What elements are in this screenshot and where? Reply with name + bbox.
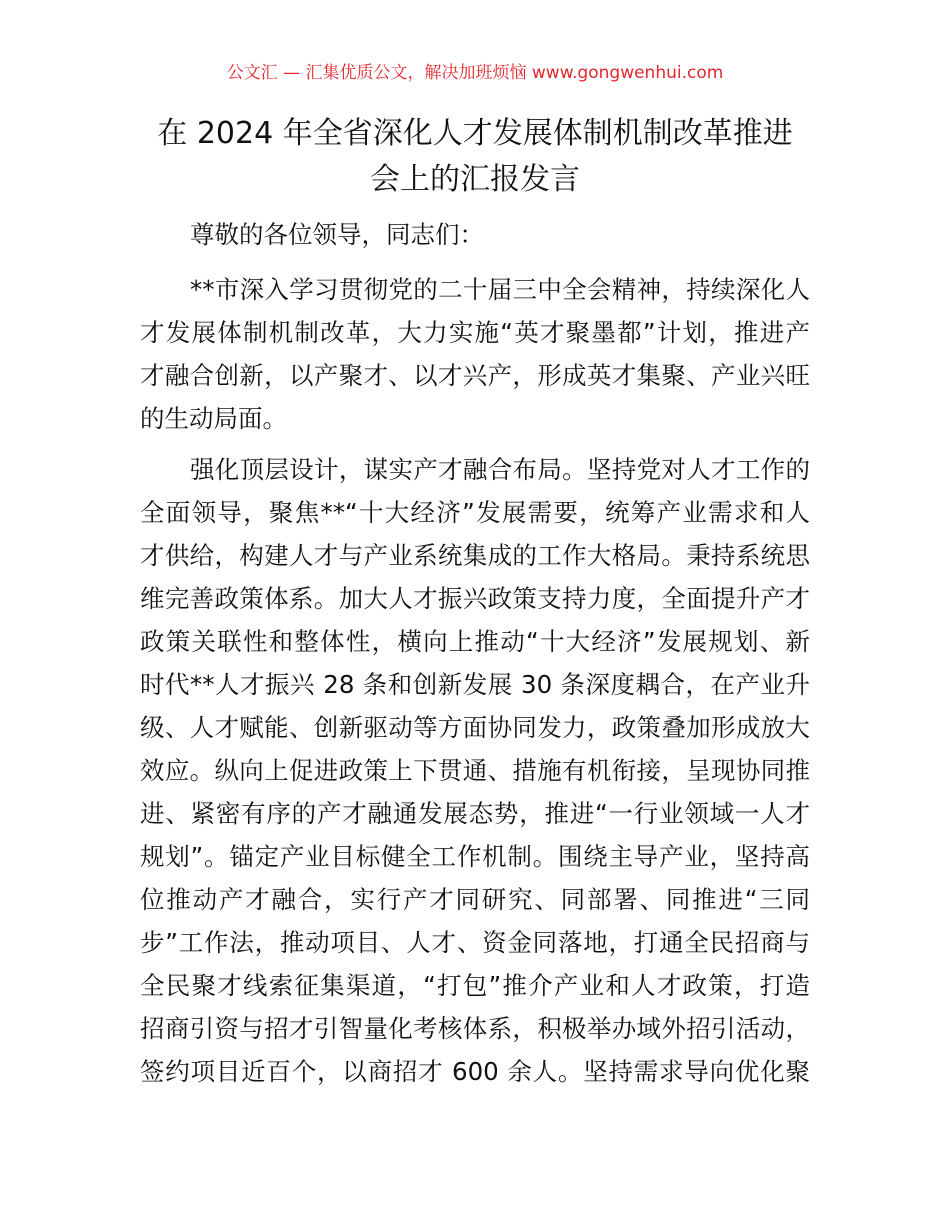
paragraph-2-line: 规划”。锚定产业目标健全工作机制。围绕主导产业，坚持高 — [140, 842, 810, 871]
paragraph-2-line: 全面领导，聚焦**“十大经济”发展需要，统筹产业需求和人 — [140, 498, 810, 527]
paragraph-2-line: 级、人才赋能、创新驱动等方面协同发力，政策叠加形成放大 — [140, 713, 810, 742]
document-title-line-1: 在 2024 年全省深化人才发展体制机制改革推进 — [157, 116, 793, 151]
paragraph-2-line: 进、紧密有序的产才融通发展态势，推进“一行业领域一人才 — [140, 799, 810, 828]
paragraph-2-line: 招商引资与招才引智量化考核体系，积极举办域外招引活动， — [140, 1014, 810, 1043]
paragraph-1-line: **市深入学习贯彻党的二十届三中全会精神，持续深化人 — [190, 275, 810, 304]
paragraph-2-line: 位推动产才融合，实行产才同研究、同部署、同推进“三同 — [140, 885, 810, 914]
paragraph-2-line: 强化顶层设计，谋实产才融合布局。坚持党对人才工作的 — [190, 455, 810, 484]
paragraph-2-line: 政策关联性和整体性，横向上推动“十大经济”发展规划、新 — [140, 627, 810, 656]
paragraph-1-line: 才融合创新，以产聚才、以才兴产，形成英才集聚、产业兴旺 — [140, 361, 810, 390]
paragraph-2-line: 步”工作法，推动项目、人才、资金同落地，打通全民招商与 — [140, 928, 810, 957]
paragraph-2-line: 才供给，构建人才与产业系统集成的工作大格局。秉持系统思 — [140, 541, 810, 570]
paragraph-2-line: 全民聚才线索征集渠道，“打包”推介产业和人才政策，打造 — [140, 971, 810, 1000]
paragraph-2-line: 时代**人才振兴 28 条和创新发展 30 条深度耦合，在产业升 — [140, 670, 810, 699]
paragraph-1-line: 的生动局面。 — [140, 404, 287, 433]
paragraph-1-line: 才发展体制机制改革，大力实施“英才聚墨都”计划，推进产 — [140, 318, 810, 347]
document-title-line-2: 会上的汇报发言 — [370, 162, 580, 197]
watermark-header: 公文汇 — 汇集优质公文，解决加班烦恼 www.gongwenhui.com — [226, 63, 724, 83]
paragraph-2-line: 维完善政策体系。加大人才振兴政策支持力度，全面提升产才 — [140, 584, 810, 613]
paragraph-2-line: 签约项目近百个，以商招才 600 余人。坚持需求导向优化聚 — [140, 1057, 810, 1086]
paragraph-2-line: 效应。纵向上促进政策上下贯通、措施有机衔接，呈现协同推 — [140, 756, 810, 785]
greeting: 尊敬的各位领导，同志们： — [190, 220, 484, 249]
